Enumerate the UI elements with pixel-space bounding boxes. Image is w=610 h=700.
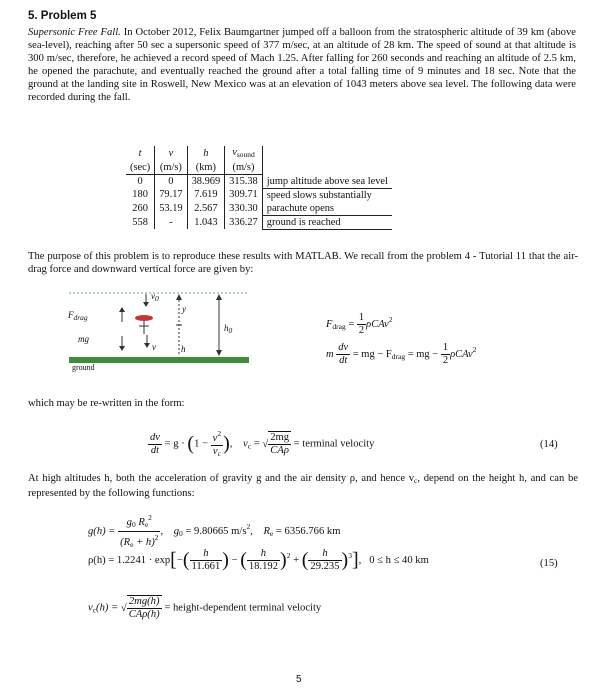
equation-number-15: (15) <box>540 558 558 569</box>
altitude-paragraph: At high altitudes h, both the acceleration of gravity g and the air density ρ, and hence $v_c$, depend on the height h, and can be represented by the following functions: <box>28 473 578 500</box>
table-row: 180 79.17 7.619 309.71 speed slows substantially <box>126 188 392 202</box>
diagram-ground-label: ground <box>72 363 95 372</box>
col-header-v: v <box>155 146 187 161</box>
rewritten-text: which may be re-written in the form: <box>28 398 185 409</box>
terminal-velocity-equation: $v_c(h)$ = √ $\frac{2mg(h)}{\text{CAρ(h)}}$ = height-dependent terminal velocity <box>88 596 322 620</box>
h0-bottom-arrow-icon <box>216 350 222 356</box>
parachute-icon <box>135 315 153 321</box>
h0-top-arrow-icon <box>216 294 222 300</box>
diagram-h-label: h <box>181 344 186 354</box>
intro-text: In October 2012, Felix Baumgartner jumped off a balloon from the stratospheric altitude of 39 km (above sea-level), reaching after 50 sec a supersonic speed of 377 m/sec, at an altitude of 28 km. The speed of sound at that altitude is 300 m/sec, therefore, he achieved a record speed of Mach 1.25. After falling for 260 seconds and reaching an altitude of 2.5 km, he opened the parachute, and eventually reached the ground after a total falling time of 9 minutes and 18 sec. Note that the ground at the landing site in Roswell, New Mexico was at an elevation of 1043 meters above sea level. The following data were recorded during the fall. <box>28 27 576 104</box>
equation-number-14: (14) <box>540 439 558 450</box>
unit-t: (sec) <box>126 161 155 175</box>
air-density-equation: ρ(h) = 1.2241 · exp[−( $\frac{h}{11.661}$ ) − ( $\frac{h}{18.192}$ )$^2$ + ( $\frac{h}{29.235}$ )$^3$], 0 ≤ h ≤ 40 km <box>88 548 429 572</box>
y-axis-arrow-icon <box>176 294 182 300</box>
col-header-t: t <box>126 146 155 161</box>
diagram-fdrag-label: $F_{drag}$ <box>68 310 88 322</box>
table-row: 0 0 38.969 315.38 jump altitude above sea level <box>126 175 392 189</box>
table-header-row <box>126 146 392 161</box>
velocity-ode-equation: $\frac{dv}{dt}$ = g · (1 − $\frac{v^2}{v_c}$ ), $v_c$ = √ $\frac{2mg}{\text{CAρ}}$ = terminal velocity <box>150 429 375 458</box>
v0-arrow-icon <box>143 302 149 307</box>
page-number: 5 <box>296 674 302 685</box>
free-fall-diagram <box>64 290 254 375</box>
table-row: 260 53.19 2.567 330.30 parachute opens <box>126 202 392 216</box>
unit-h: (km) <box>187 161 225 175</box>
problem-title: Supersonic Free Fall. <box>28 27 121 38</box>
table-units-row <box>126 161 392 175</box>
intro-paragraph <box>28 26 576 105</box>
motion-equation: m $\frac{dv}{dt}$ = mg − $F_{drag}$ = mg − $\frac{1}{2}$ ρCAv$^2$ <box>326 342 477 366</box>
col-header-vsound: $v_{sound}$ <box>225 146 263 161</box>
drag-force-equation: $F_{drag}$ = $\frac{1}{2}$ ρCAv$^2$ <box>326 312 393 336</box>
purpose-paragraph: The purpose of this problem is to reproduce these results with MATLAB. We recall from the problem 4 - Tutorial 11 that the air-drag force and downward vertical force are given by: <box>28 251 578 276</box>
problem-heading: 5. Problem 5 <box>28 10 97 22</box>
col-header-h: h <box>187 146 225 161</box>
drag-arrow-icon <box>119 307 125 312</box>
unit-vsound: (m/s) <box>225 161 263 175</box>
ground-strip <box>69 357 249 363</box>
v-arrow-icon <box>144 343 150 348</box>
gravity-equation: g(h) = $\frac{g_0 R_e^2}{(R_e + h)^2}$ , $g_0 = 9.80665$ $m/s^2$, $R_e = 6356.766$ km <box>88 513 341 549</box>
diagram-mg-label: mg <box>78 334 89 344</box>
diagram-v-label: v <box>152 342 156 352</box>
diagram-v0-label: $v_0$ <box>151 291 159 303</box>
fall-data-table <box>126 146 392 230</box>
diagram-y-label: y <box>182 304 186 314</box>
gravity-arrow-icon <box>119 346 125 351</box>
diagram-h0-label: $h_0$ <box>224 323 233 335</box>
unit-v: (m/s) <box>155 161 187 175</box>
table-row: 558 - 1.043 336.27 ground is reached <box>126 215 392 229</box>
